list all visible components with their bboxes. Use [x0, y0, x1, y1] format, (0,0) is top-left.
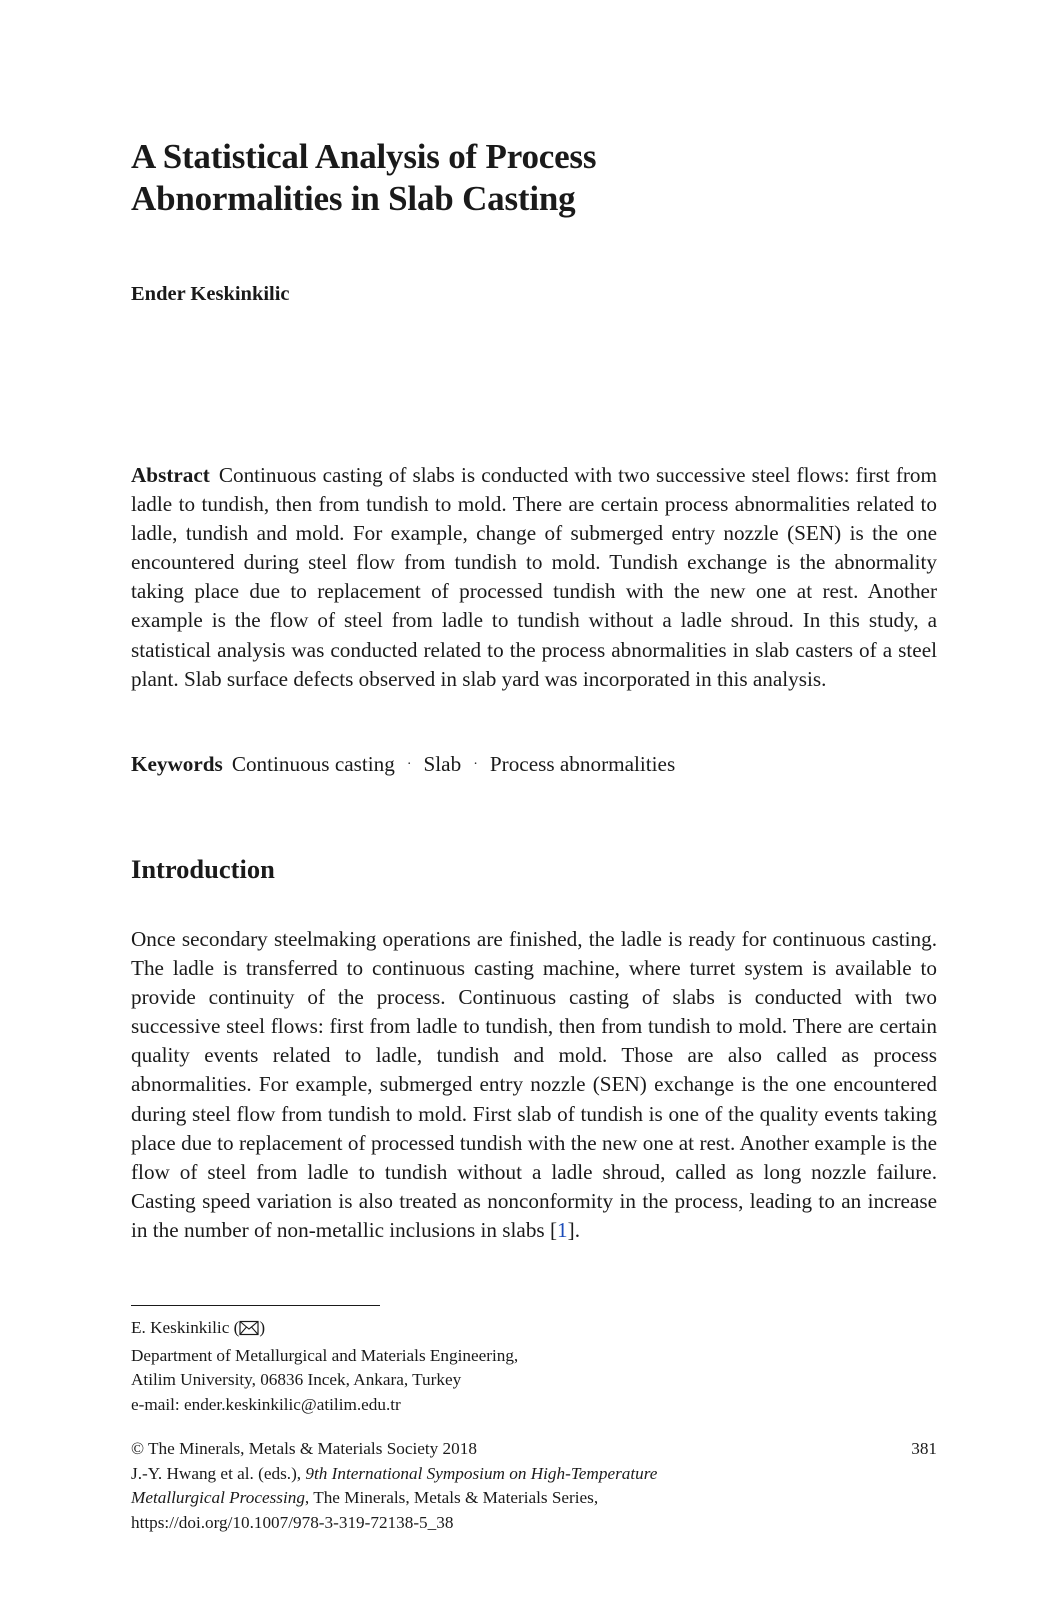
- citation-open: [: [544, 1217, 558, 1242]
- affiliation-email[interactable]: e-mail: ender.keskinkilic@atilim.edu.tr: [131, 1394, 401, 1414]
- introduction-text: Once secondary steelmaking operations are finished, the ladle is ready for continuous casting. The ladle is transferred to continuous casting machine, where turret system is available to provide continuity of the process. Continuous casting of slabs is conducted with two successive steel flows: first from ladle to tundish, then from tundish to mold. There are certain quality events related to ladle, tundish and mold. Those are also called as process abnormalities. For example, submerged entry nozzle (SEN) exchange is the one encountered during steel flow from tundish to mold. First slab of tundish is one of the quality events taking place due to replacement of processed tundish with the new one at rest. Another example is the flow of steel from ladle to tundish without a ladle shroud, called as long nozzle failure. Casting speed variation is also treated as nonconformity in the process, leading to an increase in the number of non-metallic inclusions in slabs: [131, 927, 937, 1242]
- author-affiliation: [131, 1316, 518, 1417]
- keyword-separator: ·: [473, 757, 478, 772]
- paper-title-line-1: A Statistical Analysis of Process: [131, 137, 597, 176]
- citation-link[interactable]: 1: [557, 1217, 568, 1242]
- affiliation-department: Department of Metallurgical and Materials Engineering,: [131, 1345, 519, 1365]
- abstract-label: Abstract: [131, 463, 210, 487]
- envelope-icon: [239, 1319, 259, 1344]
- doi-link[interactable]: https://doi.org/10.1007/978-3-319-72138-5_38: [131, 1512, 454, 1532]
- abstract: [131, 461, 937, 694]
- keywords: [131, 750, 675, 779]
- keyword-item: Slab: [423, 752, 462, 776]
- author-name: Ender Keskinkilic: [131, 283, 290, 305]
- affiliation-address: Atilim University, 06836 Incek, Ankara, Turkey: [131, 1370, 462, 1389]
- keyword-separator: ·: [406, 757, 412, 772]
- introduction-paragraph: [131, 925, 937, 1245]
- affiliation-name: E. Keskinkilic (: [131, 1318, 240, 1337]
- proceedings-line: [131, 1486, 937, 1511]
- affiliation-name-line: [131, 1316, 518, 1344]
- page-number: 381: [911, 1439, 937, 1458]
- keyword-item: Continuous casting: [231, 752, 395, 776]
- editors-line: [131, 1462, 937, 1487]
- series-name: , The Minerals, Metals & Materials Series,: [304, 1488, 599, 1507]
- citation-close: ].: [567, 1217, 580, 1242]
- paper-title: [131, 136, 596, 220]
- footnote-divider: [131, 1305, 380, 1306]
- publication-info: [131, 1437, 937, 1535]
- proceedings-title-continued: Metallurgical Processing: [131, 1488, 305, 1507]
- proceedings-title: 9th International Symposium on High-Temperature: [305, 1463, 658, 1483]
- copyright-line: © The Minerals, Metals & Materials Society 2018: [131, 1439, 477, 1458]
- paper-page: [131, 0, 937, 1600]
- keywords-label: Keywords: [131, 752, 223, 776]
- paper-title-line-2: Abnormalities in Slab Casting: [131, 179, 576, 218]
- section-heading-introduction: Introduction: [131, 854, 275, 884]
- keyword-item: Process abnormalities: [489, 752, 676, 776]
- affiliation-name-close: ): [259, 1318, 266, 1337]
- editors: J.-Y. Hwang et al. (eds.),: [131, 1463, 306, 1483]
- abstract-text: Continuous casting of slabs is conducted with two successive steel flows: first from ladle to tundish, then from tundish to mold. There are certain process abnormalities related to ladle, tundish and mold. For example, change of submerged entry nozzle (SEN) is the one encountered during steel flow from tundish to mold. Tundish exchange is the abnormality taking place due to replacement of processed tundish with the new one at rest. Another example is the flow of steel from ladle to tundish without a ladle shroud. In this study, a statistical analysis was conducted related to the process abnormalities in slab casters of a steel plant. Slab surface defects observed in slab yard was incorporated in this analysis.: [131, 463, 937, 691]
